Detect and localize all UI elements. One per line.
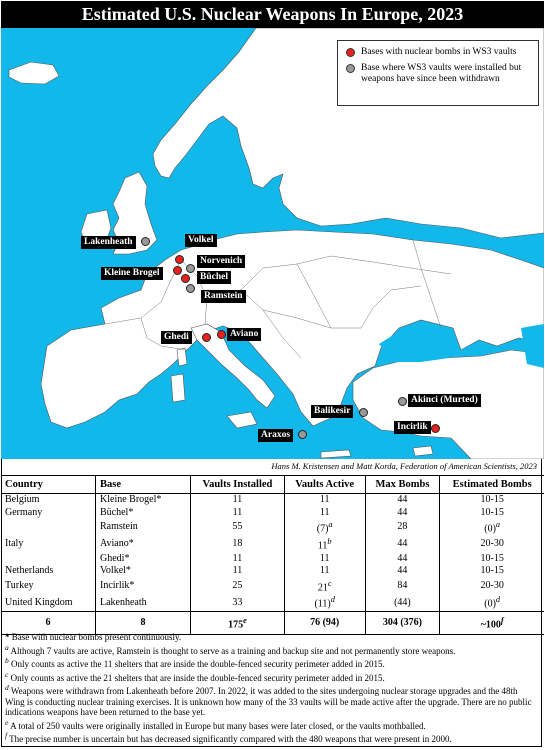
cell-country: Netherlands bbox=[5, 565, 54, 577]
cell-base: Kleine Brogel* bbox=[96, 494, 191, 507]
cell-est: 20-30 bbox=[440, 536, 544, 553]
label-lakenheath: Lakenheath bbox=[81, 236, 136, 249]
label-aviano: Aviano bbox=[227, 328, 261, 341]
cell-base: Incirlik* bbox=[96, 578, 191, 595]
cell-base: Büchel* bbox=[96, 507, 191, 520]
cell-max: 84 bbox=[365, 578, 440, 595]
cell-max: 28 bbox=[365, 519, 440, 536]
footnote: $^b$ Only counts as active the 11 shelters that are inside the double-fenced security perimeter added in 2015. bbox=[5, 656, 385, 669]
label-araxos: Araxos bbox=[258, 429, 293, 442]
total-countries: 6 bbox=[1, 612, 96, 635]
red-dot-icon bbox=[346, 48, 355, 57]
cell-country: Italy bbox=[5, 537, 24, 549]
col-country: Country bbox=[1, 476, 96, 494]
cell-base: Aviano* bbox=[96, 536, 191, 553]
cell-base: Lakenheath bbox=[96, 594, 191, 611]
col-base: Base bbox=[96, 476, 191, 494]
col-max-bombs: Max Bombs bbox=[365, 476, 440, 494]
footnote: * Base with nuclear bombs present continuously. bbox=[5, 632, 182, 642]
col-vaults-active: Vaults Active bbox=[284, 476, 365, 494]
table-row bbox=[1, 494, 544, 507]
label-norvenich: Norvenich bbox=[197, 255, 245, 268]
cell-country bbox=[1, 553, 96, 566]
table-row bbox=[1, 594, 544, 611]
cell-active: 11 bbox=[284, 507, 365, 520]
legend-withdrawn-label: Base where WS3 vaults were installed but weapons have since been withdrawn bbox=[361, 63, 522, 84]
total-active: 76 (94) bbox=[284, 612, 365, 635]
table-row bbox=[1, 536, 544, 553]
col-estimated-bombs: Estimated Bombs bbox=[440, 476, 544, 494]
cell-est: 10-15 bbox=[440, 553, 544, 566]
col-vaults-installed: Vaults Installed bbox=[191, 476, 285, 494]
cell-country: Germany bbox=[5, 506, 43, 518]
footnote: $^a$ Although 7 vaults are active, Ramstein is thought to serve as a training and backup site and not permanently store weapons. bbox=[5, 642, 456, 656]
cell-max: 44 bbox=[365, 553, 440, 566]
label-balikesir: Balikesir bbox=[311, 405, 353, 418]
figure-title: Estimated U.S. Nuclear Weapons In Europe, 2023 bbox=[1, 1, 544, 28]
cell-max: 44 bbox=[365, 536, 440, 553]
cell-installed: 18 bbox=[191, 536, 285, 553]
cell-est: 10-15 bbox=[440, 565, 544, 578]
cell-base: Ramstein bbox=[96, 519, 191, 536]
map-legend bbox=[337, 40, 539, 106]
europe-map bbox=[1, 28, 544, 459]
pin-araxos bbox=[298, 430, 307, 439]
label-ramstein: Ramstein bbox=[201, 290, 246, 303]
table-row bbox=[1, 507, 544, 520]
pin-ramstein bbox=[186, 284, 195, 293]
cell-country: Belgium bbox=[5, 494, 40, 505]
cell-max: 44 bbox=[365, 494, 440, 507]
cell-active: $(7)^a$ bbox=[284, 519, 365, 536]
pin-akinci bbox=[398, 397, 407, 406]
cell-max: 44 bbox=[365, 565, 440, 578]
cell-est: 10-15 bbox=[440, 494, 544, 507]
cell-est: $(0)^d$ bbox=[440, 594, 544, 611]
footnote: $^c$ Only counts as active the 21 shelters that are inside the double-fenced security perimeter added in 2015. bbox=[5, 669, 385, 683]
pin-norvenich bbox=[186, 264, 195, 273]
cell-active: 11 bbox=[284, 553, 365, 566]
cell-installed: 55 bbox=[191, 519, 285, 536]
label-kleine-brogel: Kleine Brogel bbox=[101, 267, 163, 280]
label-ghedi: Ghedi bbox=[161, 331, 192, 344]
cell-active: 11$^b$ bbox=[284, 536, 365, 553]
cell-base: Volkel* bbox=[96, 565, 191, 578]
cell-active: 11 bbox=[284, 565, 365, 578]
footnote: $^e$ A total of 250 vaults were originally installed in Europe but many bases were later closed, or the vaults mothballed. bbox=[5, 717, 426, 731]
cell-est: 20-30 bbox=[440, 578, 544, 595]
label-buchel: Büchel bbox=[197, 271, 231, 284]
bases-table bbox=[1, 475, 544, 635]
cell-active: 11 bbox=[284, 494, 365, 507]
pin-ghedi bbox=[202, 333, 211, 342]
pin-volkel bbox=[175, 255, 184, 264]
cell-max: 44 bbox=[365, 507, 440, 520]
pin-kleine-brogel bbox=[173, 266, 182, 275]
cell-active: 21$^c$ bbox=[284, 578, 365, 595]
total-est: ~100$^f$ bbox=[440, 612, 544, 635]
cell-country: United Kingdom bbox=[5, 596, 73, 608]
cell-installed: 25 bbox=[191, 578, 285, 595]
pin-incirlik bbox=[431, 424, 440, 433]
table-row bbox=[1, 578, 544, 595]
pin-balikesir bbox=[359, 408, 368, 417]
table-header-row bbox=[1, 476, 544, 494]
cell-country: Turkey bbox=[5, 579, 34, 591]
pin-buchel bbox=[181, 274, 190, 283]
total-installed: 175e bbox=[191, 612, 285, 635]
footnote: $^f$ The precise number is uncertain but has decreased significantly compared with the 480 weapons that were present in 2000. bbox=[5, 731, 452, 744]
total-bases: 8 bbox=[96, 612, 191, 635]
cell-installed: 11 bbox=[191, 565, 285, 578]
cell-installed: 33 bbox=[191, 594, 285, 611]
footnote: $^d$ Weapons were withdrawn from Lakenheath before 2007. In 2022, it was added to the sites undergoing nuclear storage upgrades and the 48th Wing is conducting nuclear training exercises. It is unknown how many of the 33 vaults will be made active after the upgrade. There are no public indications weapons have been returned to the base yet. bbox=[5, 683, 532, 717]
cell-country bbox=[1, 519, 96, 536]
label-incirlik: Incirlik bbox=[394, 421, 431, 434]
cell-active: $(11)^d$ bbox=[284, 594, 365, 611]
cell-est: 10-15 bbox=[440, 507, 544, 520]
table-row bbox=[1, 519, 544, 536]
cell-installed: 11 bbox=[191, 507, 285, 520]
cell-installed: 11 bbox=[191, 553, 285, 566]
total-max: 304 (376) bbox=[365, 612, 440, 635]
legend-active-label: Bases with nuclear bombs in WS3 vaults bbox=[361, 47, 517, 57]
pin-lakenheath bbox=[141, 237, 150, 246]
cell-max: (44) bbox=[365, 594, 440, 611]
cell-base: Ghedi* bbox=[96, 553, 191, 566]
cell-est: $(0)^a$ bbox=[440, 519, 544, 536]
label-akinci: Akinci (Murted) bbox=[408, 394, 481, 407]
table-row bbox=[1, 565, 544, 578]
pin-aviano bbox=[217, 330, 226, 339]
gray-dot-icon bbox=[346, 64, 355, 73]
label-volkel: Volkel bbox=[185, 234, 217, 247]
cell-installed: 11 bbox=[191, 494, 285, 507]
table-row bbox=[1, 553, 544, 566]
map-credit: Hans M. Kristensen and Matt Korda, Federation of American Scientists, 2023 bbox=[271, 461, 537, 471]
footnotes bbox=[5, 632, 537, 745]
